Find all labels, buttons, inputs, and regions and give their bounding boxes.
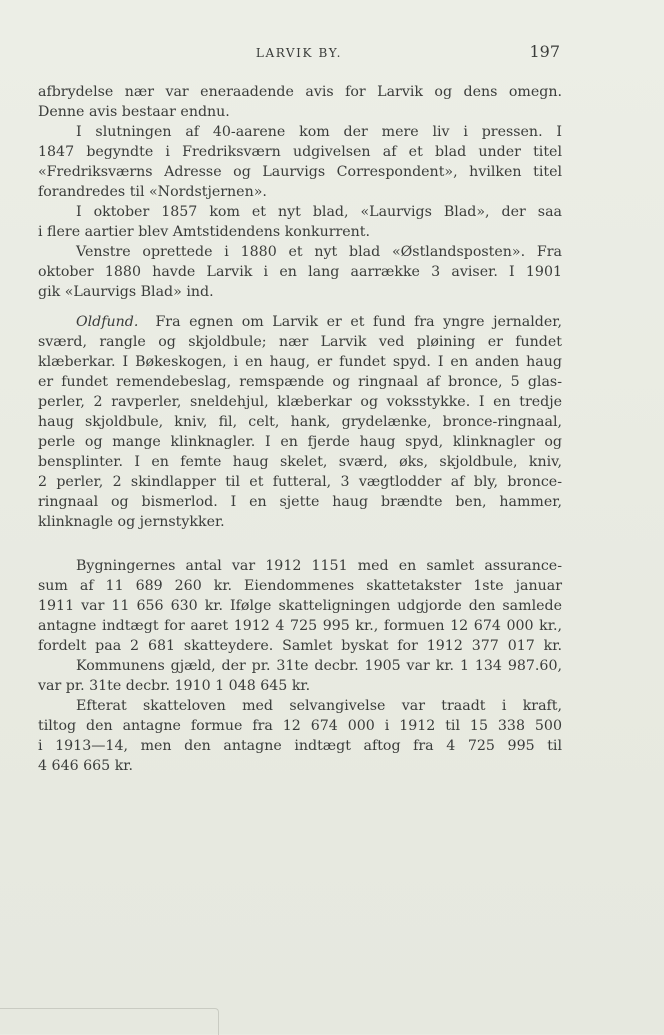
text-line: 1847 begyndte i Fredriksværn udgivelsen af et blad under titel	[38, 144, 562, 160]
text-line: Bygningernes antal var 1912 1151 med en samlet assurance-	[76, 558, 562, 574]
text-line: i flere aartier blev Amtstidendens konkurrent.	[38, 224, 371, 240]
text-line: perler, 2 ravperler, sneldehjul, klæberkar og voksstykke. I en tredje	[38, 394, 562, 410]
text-line: antagne indtægt for aaret 1912 4 725 995 kr., formuen 12 674 000 kr.,	[38, 618, 562, 634]
text-line: gik «Laurvigs Blad» ind.	[38, 284, 214, 300]
section-heading-oldfund: Oldfund.	[76, 314, 139, 330]
text-line: I slutningen af 40-aarene kom der mere liv i pressen. I	[76, 124, 562, 140]
text-line: forandredes til «Nordstjernen».	[38, 184, 267, 200]
oldfund-first-line	[38, 312, 562, 332]
text-line: perle og mange klinknagler. I en fjerde haug spyd, klinknagler og	[38, 434, 562, 450]
text-line: sværd, rangle og skjoldbule; nær Larvik ved pløining er fundet	[38, 334, 562, 350]
text-line: bensplinter. I en femte haug skelet, sværd, øks, skjoldbule, kniv,	[38, 454, 562, 470]
text-line: afbrydelse nær var eneraadende avis for Larvik og dens omegn.	[38, 84, 562, 100]
text-line: tiltog den antagne formue fra 12 674 000 i 1912 til 15 338 500	[38, 718, 562, 734]
text-line: var pr. 31te decbr. 1910 1 048 645 kr.	[38, 678, 311, 694]
text-fragment: Fra egnen om Larvik er et fund fra yngre jernalder,	[155, 314, 562, 330]
text-line: 2 perler, 2 skindlapper til et futteral, 3 vægtlodder af bly, bronce-	[38, 474, 562, 490]
text-line: 1911 var 11 656 630 kr. Ifølge skatteligningen udgjorde den samlede	[38, 598, 562, 614]
text-line: «Fredriksværns Adresse og Laurvigs Correspondent», hvilken titel	[38, 164, 562, 180]
text-line: Kommunens gjæld, der pr. 31te decbr. 1905 var kr. 1 134 987.60,	[76, 658, 562, 674]
page-fold-mark	[0, 1008, 219, 1035]
text-line: er fundet remendebeslag, remspænde og ringnaal af bronce, 5 glas-	[38, 374, 562, 390]
text-line: Venstre oprettede i 1880 et nyt blad «Østlandsposten». Fra	[76, 244, 562, 260]
page-body	[38, 82, 562, 776]
text-line: haug skjoldbule, kniv, fil, celt, hank, grydelænke, bronce-ringnaal,	[38, 414, 562, 430]
text-line: I oktober 1857 kom et nyt blad, «Laurvigs Blad», der saa	[76, 204, 562, 220]
text-line: Efterat skatteloven med selvangivelse var traadt i kraft,	[76, 698, 562, 714]
page-header	[38, 42, 560, 66]
text-line: Denne avis bestaar endnu.	[38, 104, 230, 120]
text-line: 4 646 665 kr.	[38, 758, 134, 774]
page-number: 197	[529, 42, 560, 61]
text-line: klæberkar. I Bøkeskogen, i en haug, er fundet spyd. I en anden haug	[38, 354, 562, 370]
running-head: LARVIK BY.	[255, 46, 343, 60]
text-line: oktober 1880 havde Larvik i en lang aarrække 3 aviser. I 1901	[38, 264, 562, 280]
text-line: ringnaal og bismerlod. I en sjette haug brændte ben, hammer,	[38, 494, 562, 510]
text-line: i 1913—14, men den antagne indtægt aftog fra 4 725 995 til	[38, 738, 562, 754]
text-line: sum af 11 689 260 kr. Eiendommenes skattetakster 1ste januar	[38, 578, 562, 594]
text-line: fordelt paa 2 681 skatteydere. Samlet byskat for 1912 377 017 kr.	[38, 638, 562, 654]
text-line: klinknagle og jernstykker.	[38, 514, 225, 530]
